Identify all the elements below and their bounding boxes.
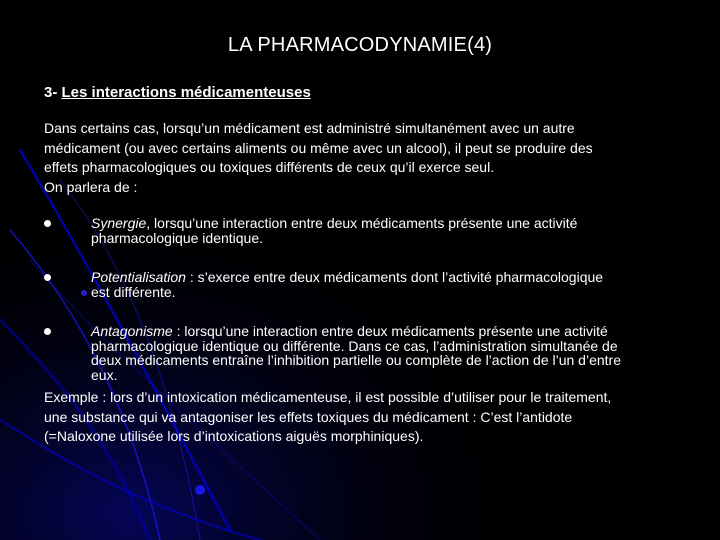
bullet-term: Antagonisme [91,323,173,339]
example-line: Exemple : lors d’un intoxication médicamenteuse, il est possible d’utiliser pour le traitement, [44,389,612,405]
intro-line: On parlera de : [44,178,138,195]
example-paragraph [44,388,704,447]
bullet-icon [44,274,51,281]
bullet-icon [44,220,51,227]
bullet-line: : s’exerce entre deux médicaments dont l’activité pharmacologique [185,269,604,285]
bullet-line: pharmacologique identique. [91,229,264,246]
bullet-text [91,324,691,382]
section-number: 3- [44,84,62,101]
section-heading [44,84,311,101]
bullet-line: est différente. [91,283,176,300]
bullet-icon [44,328,51,335]
bullet-text [91,270,691,299]
slide-title: LA PHARMACODYNAMIE(4) [227,34,493,56]
section-heading-text: Les interactions médicamenteuses [61,84,311,101]
intro-line: Dans certains cas, lorsqu’un médicament est administré simultanément avec un autre [44,120,575,136]
bullet-line: : lorsqu’une interaction entre deux médicaments présente une activité [172,323,608,339]
bullet-line: , lorsqu’une interaction entre deux médicaments présente une activité [146,215,578,231]
example-line: (=Naloxone utilisée lors d’intoxications aiguës morphiniques). [44,428,424,444]
bullet-line: pharmacologique identique ou différente. Dans ce cas, l’administration simultanée de [91,337,618,354]
bullet-term: Synergie [91,215,147,231]
bullet-term: Potentialisation [91,269,186,285]
bullet-line: eux. [91,366,118,383]
intro-line: effets pharmacologiques ou toxiques différents de ceux qu’il exerce seul. [44,159,495,175]
intro-paragraph [44,119,684,197]
intro-line: médicament (ou avec certains aliments ou même avec un alcool), il peut se produire des [44,139,593,156]
bullet-line: deux médicaments entraîne l’inhibition partielle ou complète de l’action de l’un d’entre [91,352,621,368]
example-line: une substance qui va antagoniser les effets toxiques du médicament : C’est l’antidote [44,408,573,425]
bullet-text [91,216,691,245]
